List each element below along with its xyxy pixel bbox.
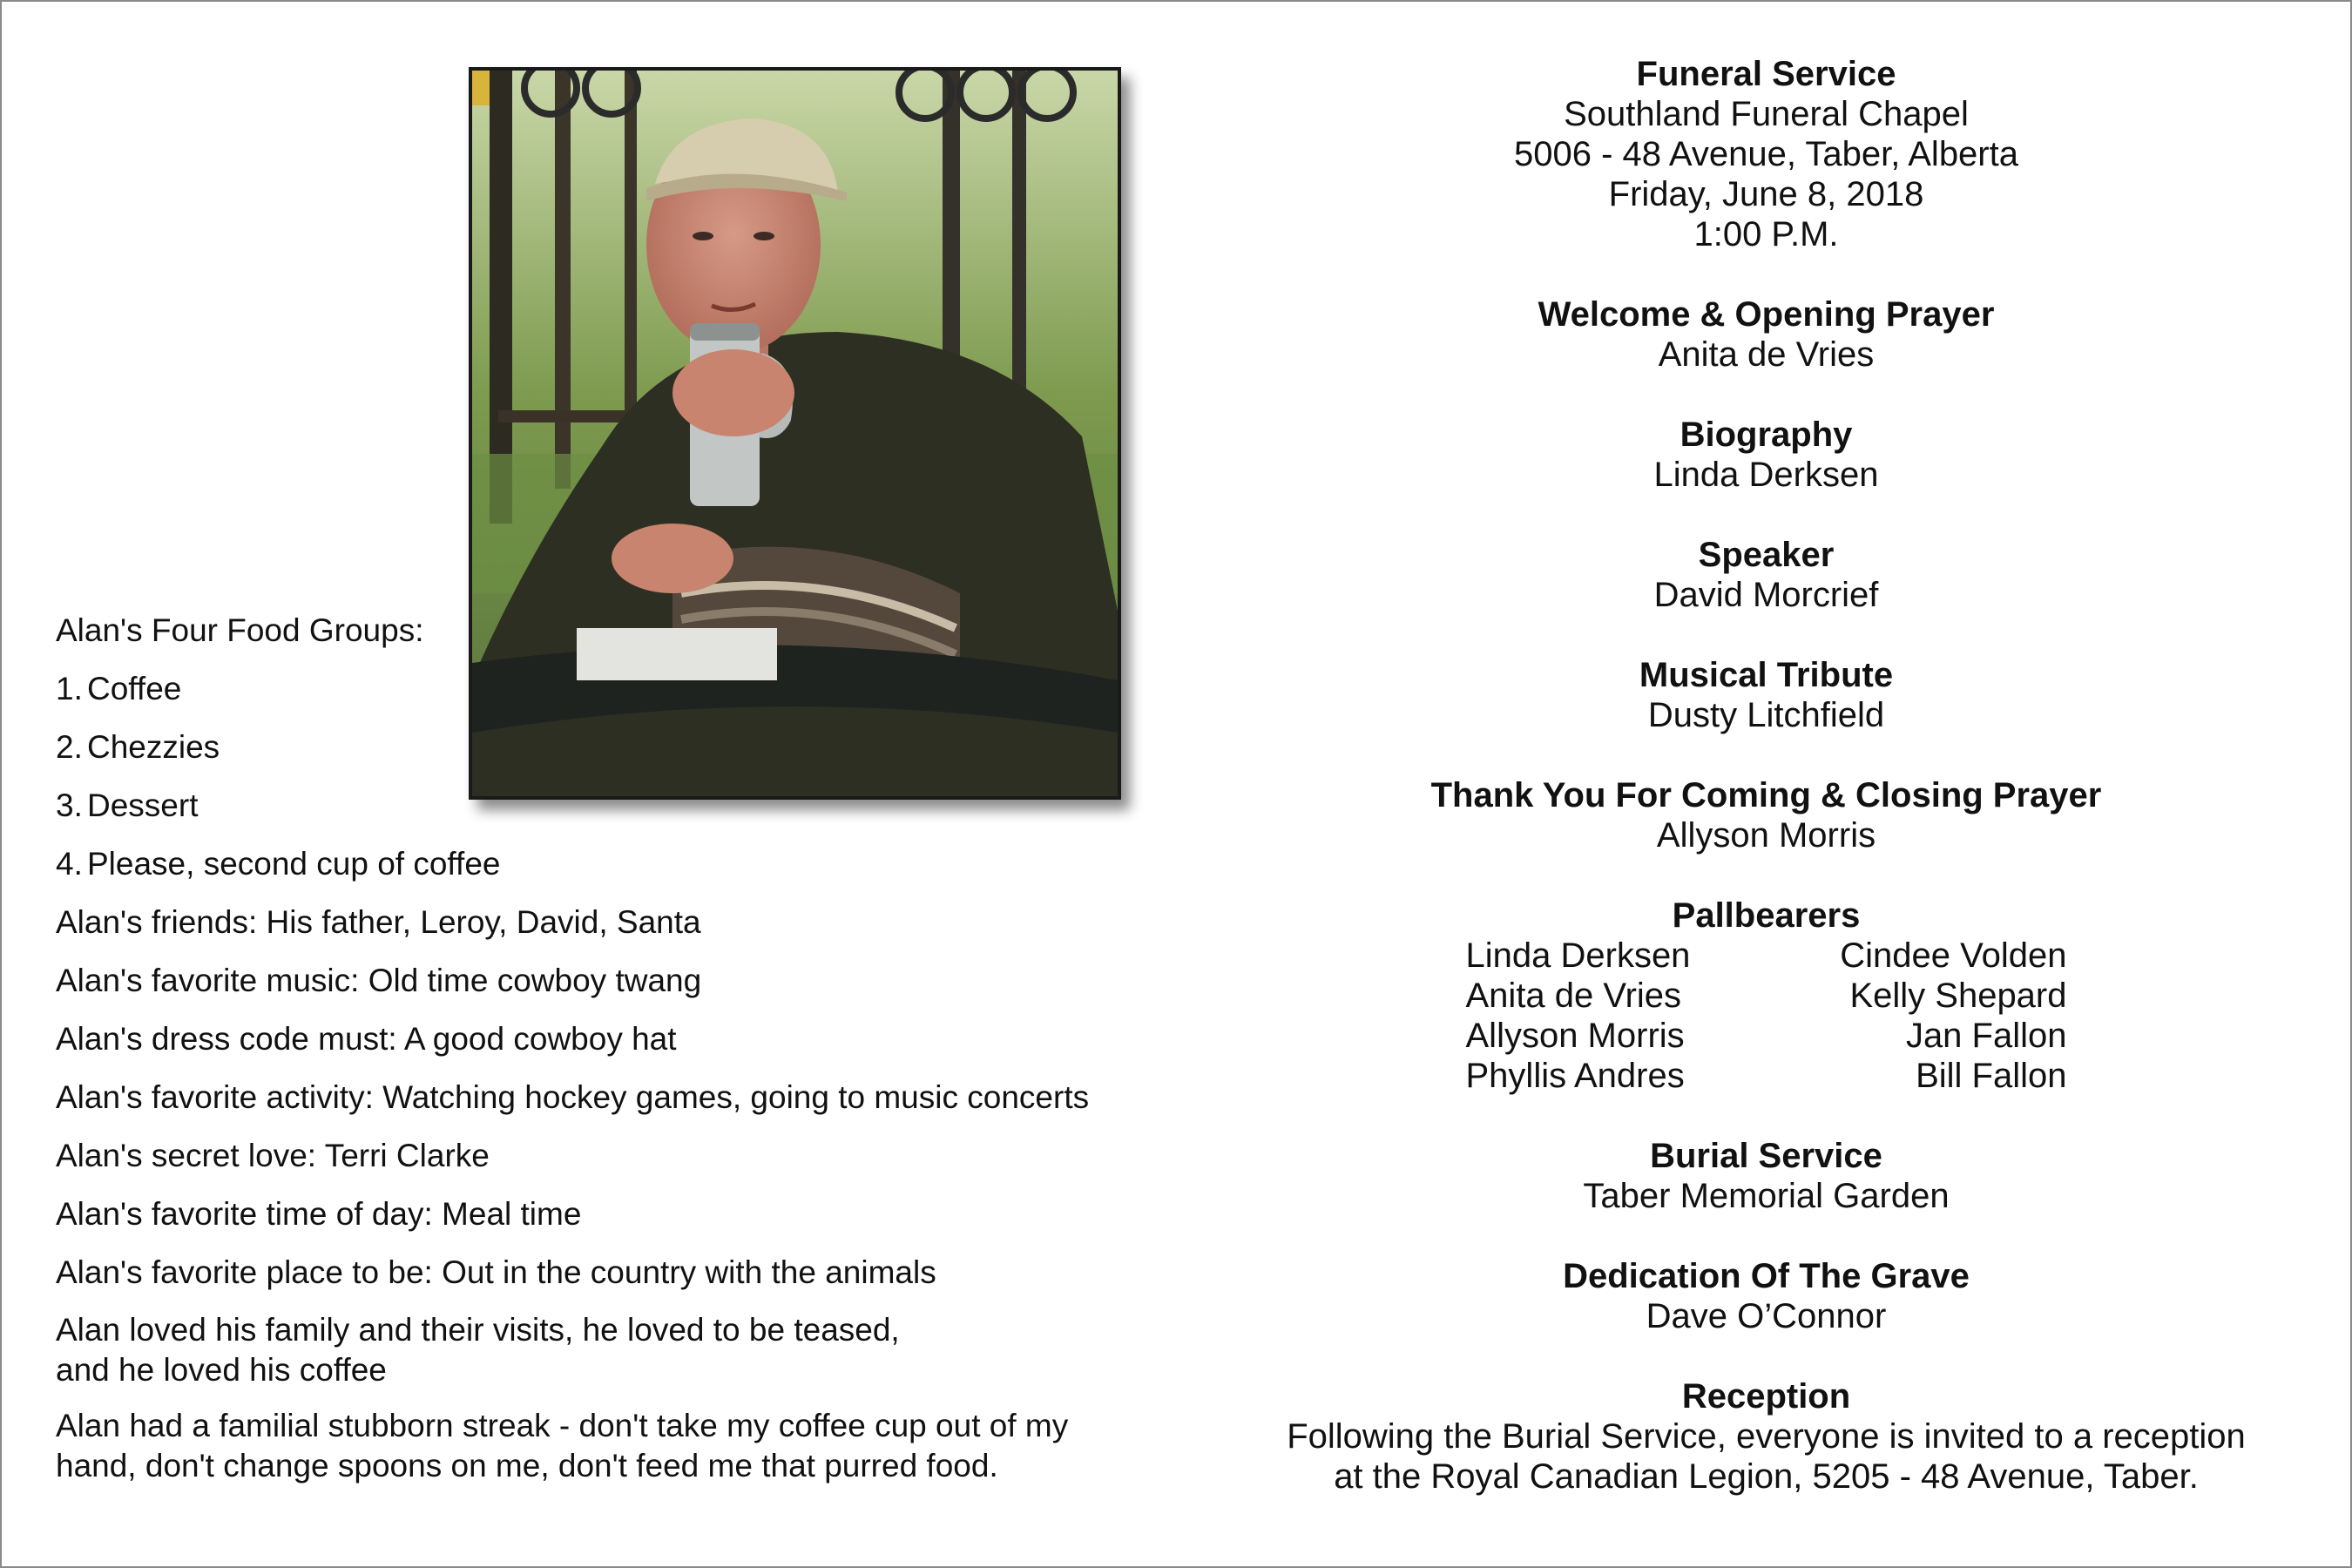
speaker-block: [1220, 535, 2313, 615]
pallbearer-column-left: [1466, 936, 1832, 1096]
food-group-item: 4. Please, second cup of coffee: [56, 846, 501, 882]
burial-service-block: [1220, 1136, 2313, 1216]
section-heading: Musical Tribute: [1639, 656, 1894, 694]
section-heading: Pallbearers: [1672, 896, 1861, 935]
pallbearer-name: Bill Fallon: [1916, 1057, 2067, 1095]
section-heading: Speaker: [1698, 536, 1835, 574]
reception-address: at the Royal Canadian Legion, 5205 - 48 Avenue, Taber.: [1334, 1457, 2199, 1496]
service-time: 1:00 P.M.: [1693, 215, 1839, 253]
participant-name: Allyson Morris: [1656, 816, 1876, 855]
pallbearer-name: Jan Fallon: [1905, 1017, 2067, 1055]
fact-music: Alan's favorite music: Old time cowboy twang: [56, 963, 702, 998]
section-heading: Burial Service: [1650, 1137, 1882, 1175]
pallbearer-name: Anita de Vries: [1465, 977, 1682, 1015]
closing-prayer-block: [1220, 775, 2313, 855]
section-heading: Reception: [1681, 1377, 1851, 1416]
pallbearer-name: Allyson Morris: [1465, 1017, 1685, 1055]
pallbearer-name: Linda Derksen: [1465, 936, 1691, 975]
service-date: Friday, June 8, 2018: [1608, 175, 1924, 213]
section-heading: Welcome & Opening Prayer: [1538, 295, 1995, 334]
biography-block: [1220, 415, 2313, 495]
food-group-item: 3. Dessert: [56, 787, 199, 823]
participant-name: Linda Derksen: [1653, 456, 1879, 494]
participant-name: David Morcrief: [1653, 576, 1879, 614]
section-heading: Funeral Service: [1636, 55, 1896, 93]
participant-name: Dusty Litchfield: [1647, 696, 1885, 734]
dedication-block: [1220, 1256, 2313, 1336]
food-groups-title: Alan's Four Food Groups:: [56, 612, 424, 648]
pallbearer-name: Phyllis Andres: [1465, 1057, 1685, 1095]
musical-tribute-block: [1220, 655, 2313, 735]
fact-time-of-day: Alan's favorite time of day: Meal time: [56, 1196, 582, 1232]
fact-loved: Alan loved his family and their visits, he loved to be teased, and he loved his coffee: [56, 1312, 900, 1388]
chapel-address: 5006 - 48 Avenue, Taber, Alberta: [1514, 135, 2018, 173]
funeral-service-block: [1220, 54, 2313, 254]
pallbearers-block: [1220, 896, 2313, 1096]
pallbearer-names: [1220, 936, 2313, 1096]
fact-place: Alan's favorite place to be: Out in the country with the animals: [56, 1254, 936, 1290]
pallbearer-column-right: [1832, 936, 2067, 1096]
pallbearer-name: Cindee Volden: [1840, 936, 2067, 975]
fact-stubborn-streak: Alan had a familial stubborn streak - don't take my coffee cup out of my hand, don't change spoons on me, don't feed me that purred food.: [56, 1408, 1069, 1484]
section-heading: Dedication Of The Grave: [1563, 1257, 1970, 1295]
service-program: [1220, 54, 2313, 1537]
section-heading: Thank You For Coming & Closing Prayer: [1430, 776, 2102, 814]
pallbearer-name: Kelly Shepard: [1849, 977, 2067, 1015]
food-group-item: 1. Coffee: [56, 671, 182, 706]
chapel-name: Southland Funeral Chapel: [1564, 95, 1969, 133]
section-heading: Biography: [1680, 416, 1853, 454]
reception-block: [1220, 1376, 2313, 1497]
fact-dress-code: Alan's dress code must: A good cowboy hat: [56, 1021, 677, 1057]
reception-details: Following the Burial Service, everyone is invited to a reception: [1287, 1417, 2246, 1456]
welcome-block: [1220, 294, 2313, 375]
fact-secret-love: Alan's secret love: Terri Clarke: [56, 1138, 490, 1173]
fact-activity: Alan's favorite activity: Watching hockey games, going to music concerts: [56, 1079, 1090, 1115]
participant-name: Dave O’Connor: [1646, 1297, 1887, 1335]
participant-name: Anita de Vries: [1658, 335, 1875, 374]
about-alan-list: [56, 610, 1188, 1502]
burial-location: Taber Memorial Garden: [1583, 1177, 1950, 1215]
food-group-item: 2. Chezzies: [56, 729, 220, 765]
fact-friends: Alan's friends: His father, Leroy, David, Santa: [56, 904, 701, 940]
